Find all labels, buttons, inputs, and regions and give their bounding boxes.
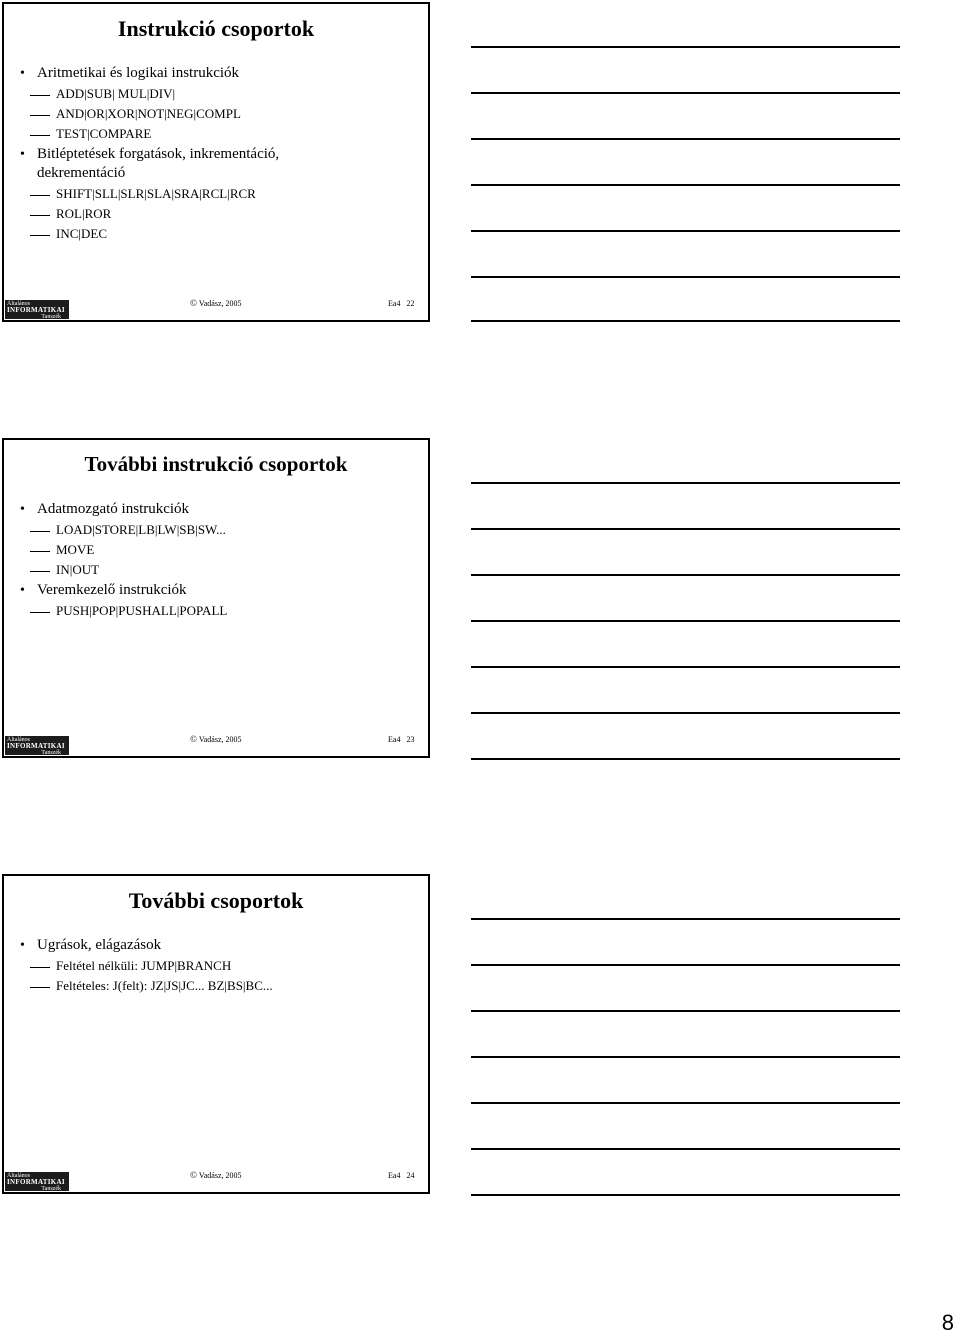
list-item: • Adatmozgató instrukciók <box>18 500 422 519</box>
footer-copyright <box>190 298 242 308</box>
slide-22 <box>2 2 430 322</box>
note-line <box>471 46 900 48</box>
note-line <box>471 1194 900 1196</box>
copyright-text: Vadász, 2005 <box>198 1171 242 1180</box>
logo-line: INFORMATIKAI <box>7 306 65 314</box>
logo-line: INFORMATIKAI <box>7 1178 65 1186</box>
footer-copyright <box>190 734 242 744</box>
note-line <box>471 918 900 920</box>
logo-line: INFORMATIKAI <box>7 742 65 750</box>
copyright-text: Vadász, 2005 <box>198 299 242 308</box>
list-item: Feltétel nélküli: JUMP|BRANCH <box>18 957 422 975</box>
list-item: • Veremkezelő instrukciók <box>18 581 422 600</box>
slide-title: További csoportok <box>128 888 304 913</box>
note-line <box>471 320 900 322</box>
list-item: ADD|SUB| MUL|DIV| <box>18 85 422 103</box>
slide-23 <box>2 438 430 758</box>
department-logo <box>5 300 69 319</box>
logo-line: Tanszék <box>41 750 61 755</box>
slide-title: Instrukció csoportok <box>117 16 315 41</box>
note-line <box>471 1056 900 1058</box>
list-item: ROL|ROR <box>18 205 422 223</box>
note-line <box>471 138 900 140</box>
slide-number: Ea4 24 <box>388 1171 415 1180</box>
note-line <box>471 230 900 232</box>
logo-line: Tanszék <box>41 314 61 319</box>
note-line <box>471 620 900 622</box>
note-line <box>471 574 900 576</box>
note-line <box>471 758 900 760</box>
list-item: PUSH|POP|PUSHALL|POPALL <box>18 602 422 620</box>
note-line <box>471 184 900 186</box>
note-line <box>471 666 900 668</box>
bullet-list <box>18 934 422 995</box>
list-item: MOVE <box>18 541 422 559</box>
bullet-list <box>18 62 422 243</box>
copyright-icon: © <box>190 1170 197 1180</box>
note-line <box>471 1148 900 1150</box>
note-line <box>471 1102 900 1104</box>
copyright-icon: © <box>190 298 197 308</box>
list-item: AND|OR|XOR|NOT|NEG|COMPL <box>18 105 422 123</box>
note-line <box>471 712 900 714</box>
footer-copyright <box>190 1170 242 1180</box>
slide-number: Ea4 22 <box>388 299 415 308</box>
list-item: LOAD|STORE|LB|LW|SB|SW... <box>18 521 422 539</box>
note-line <box>471 528 900 530</box>
department-logo <box>5 736 69 755</box>
list-item: Feltételes: J(felt): JZ|JS|JC... BZ|BS|BC... <box>18 977 422 995</box>
list-item: INC|DEC <box>18 225 422 243</box>
note-line <box>471 482 900 484</box>
slide-number: Ea4 23 <box>388 735 415 744</box>
note-line <box>471 1010 900 1012</box>
bullet-list <box>18 498 422 620</box>
note-line <box>471 276 900 278</box>
list-item: TEST|COMPARE <box>18 125 422 143</box>
list-item: • Ugrások, elágazások <box>18 936 422 955</box>
note-line <box>471 964 900 966</box>
list-item: IN|OUT <box>18 561 422 579</box>
copyright-text: Vadász, 2005 <box>198 735 242 744</box>
logo-line: Tanszék <box>41 1186 61 1191</box>
department-logo <box>5 1172 69 1191</box>
list-item: • Aritmetikai és logikai instrukciók <box>18 64 422 83</box>
copyright-icon: © <box>190 734 197 744</box>
list-item: SHIFT|SLL|SLR|SLA|SRA|RCL|RCR <box>18 185 422 203</box>
page-number: 8 <box>941 1310 954 1335</box>
logo-line: Általános <box>7 1173 30 1179</box>
slide-title: További instrukció csoportok <box>84 452 348 476</box>
note-line <box>471 92 900 94</box>
list-item: • Bitléptetések forgatások, inkrementáció, dekrementáció <box>18 145 318 183</box>
slide-24 <box>2 874 430 1194</box>
logo-line: Általános <box>7 737 30 743</box>
logo-line: Általános <box>7 301 30 307</box>
